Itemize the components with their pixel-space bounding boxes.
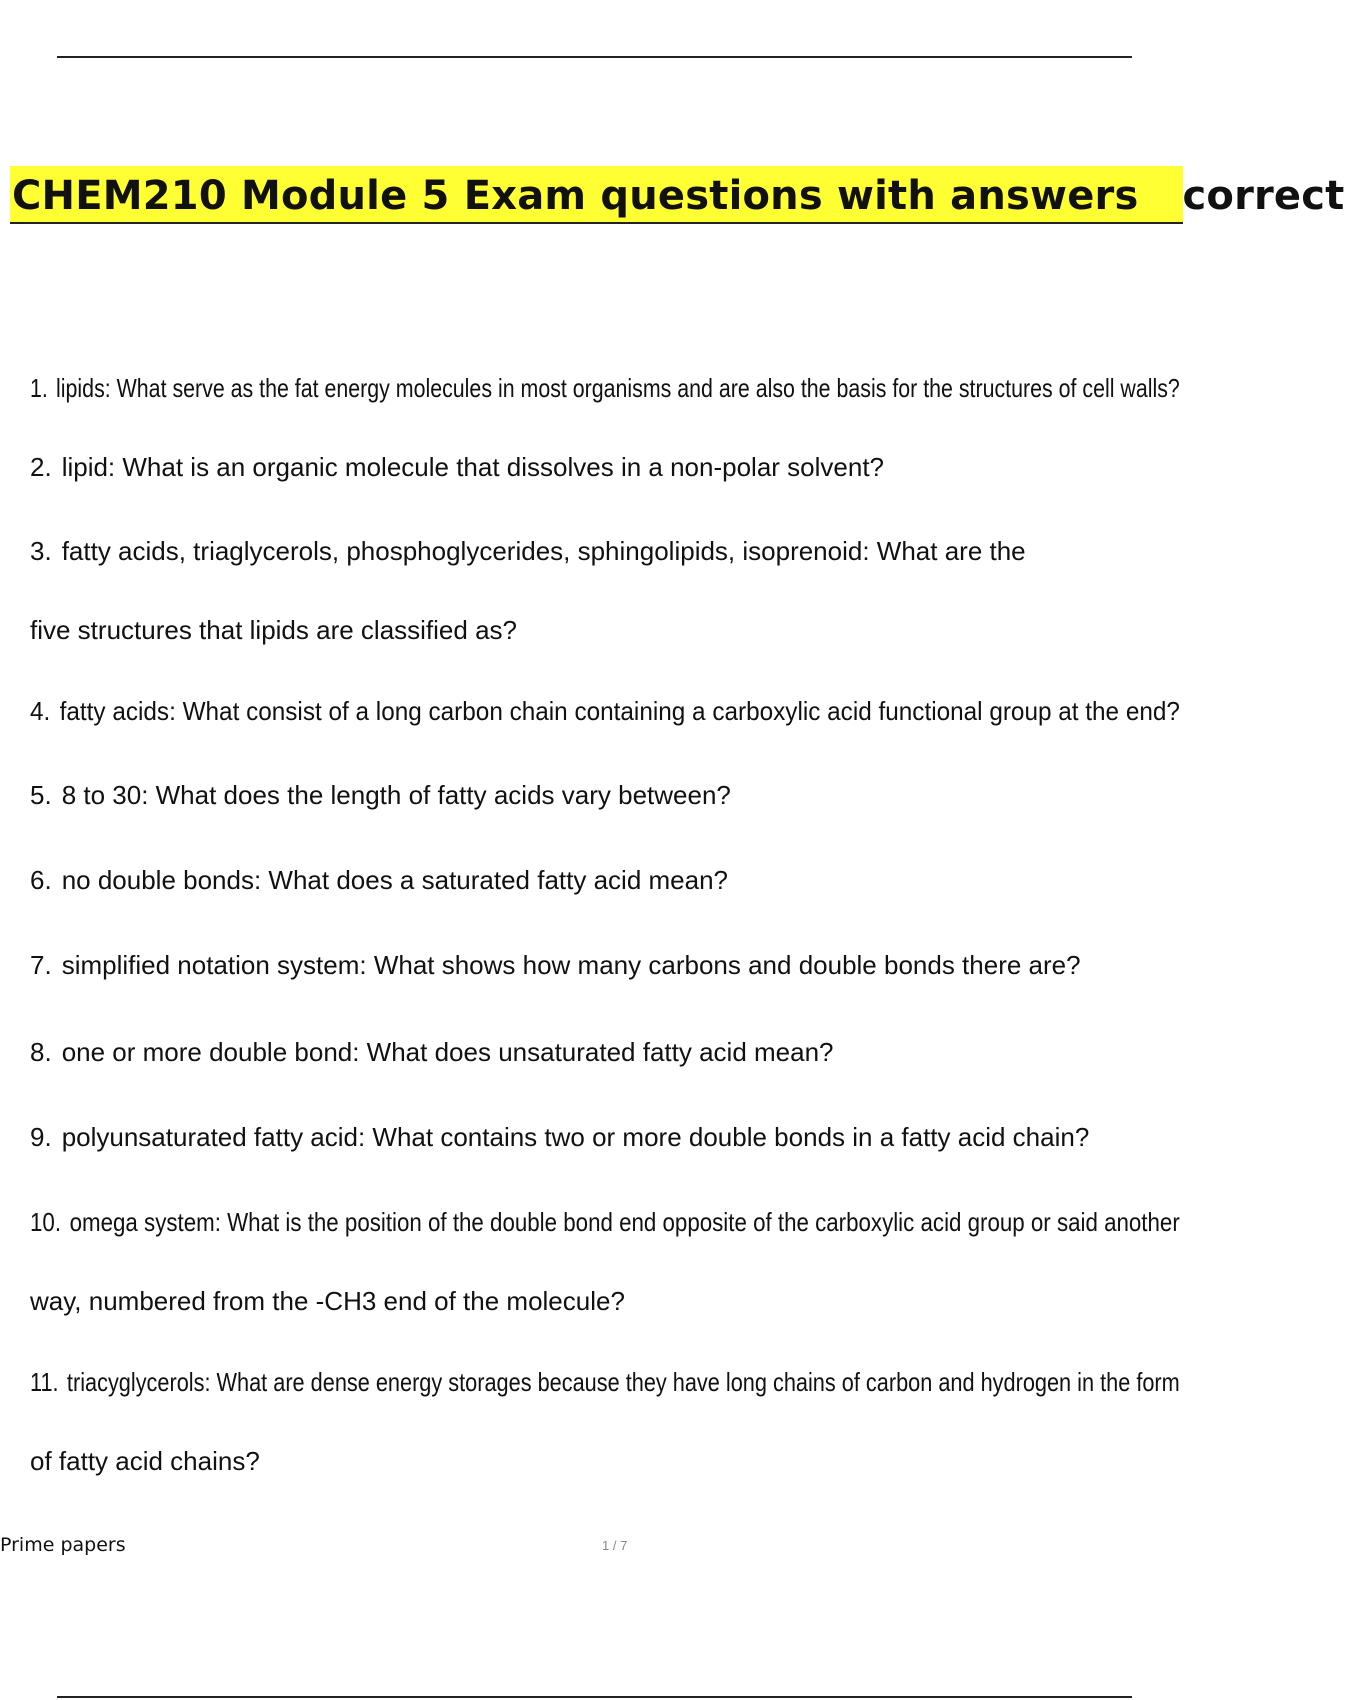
document-title xyxy=(12,168,1345,224)
top-rule xyxy=(57,56,1132,58)
question-3: 3. fatty acids, triaglycerols, phosphoglycerides, sphingolipids, isoprenoid: What are the xyxy=(30,536,1026,566)
question-1: 1. lipids: What serve as the fat energy molecules in most organisms and are also the basis for the structures of cell walls? xyxy=(30,373,1180,403)
question-10: 10. omega system: What is the position of the double bond end opposite of the carboxylic acid group or said another xyxy=(30,1207,1180,1237)
question-11-continuation: of fatty acid chains? xyxy=(30,1446,260,1476)
question-10-continuation: way, numbered from the -CH3 end of the molecule? xyxy=(30,1286,625,1316)
bottom-rule xyxy=(57,1696,1132,1698)
question-9: 9. polyunsaturated fatty acid: What contains two or more double bonds in a fatty acid chain? xyxy=(30,1122,1090,1152)
question-8: 8. one or more double bond: What does unsaturated fatty acid mean? xyxy=(30,1037,834,1067)
footer-brand: Prime papers xyxy=(0,1534,126,1556)
question-5: 5. 8 to 30: What does the length of fatty acids vary between? xyxy=(30,780,731,810)
title-main: CHEM210 Module 5 Exam questions with answers xyxy=(12,173,1139,219)
question-6: 6. no double bonds: What does a saturated fatty acid mean? xyxy=(30,865,729,895)
question-3-continuation: five structures that lipids are classified as? xyxy=(30,615,517,645)
question-2: 2. lipid: What is an organic molecule that dissolves in a non-polar solvent? xyxy=(30,452,885,482)
question-11: 11. triacyglycerols: What are dense energy storages because they have long chains of carbon and hydrogen in the form xyxy=(30,1367,1180,1397)
question-7: 7. simplified notation system: What shows how many carbons and double bonds there are? xyxy=(30,950,1081,980)
title-suffix: correct xyxy=(1182,173,1345,219)
question-4: 4. fatty acids: What consist of a long carbon chain containing a carboxylic acid functional group at the end? xyxy=(30,696,1180,726)
page-number: 1 / 7 xyxy=(602,1538,628,1553)
